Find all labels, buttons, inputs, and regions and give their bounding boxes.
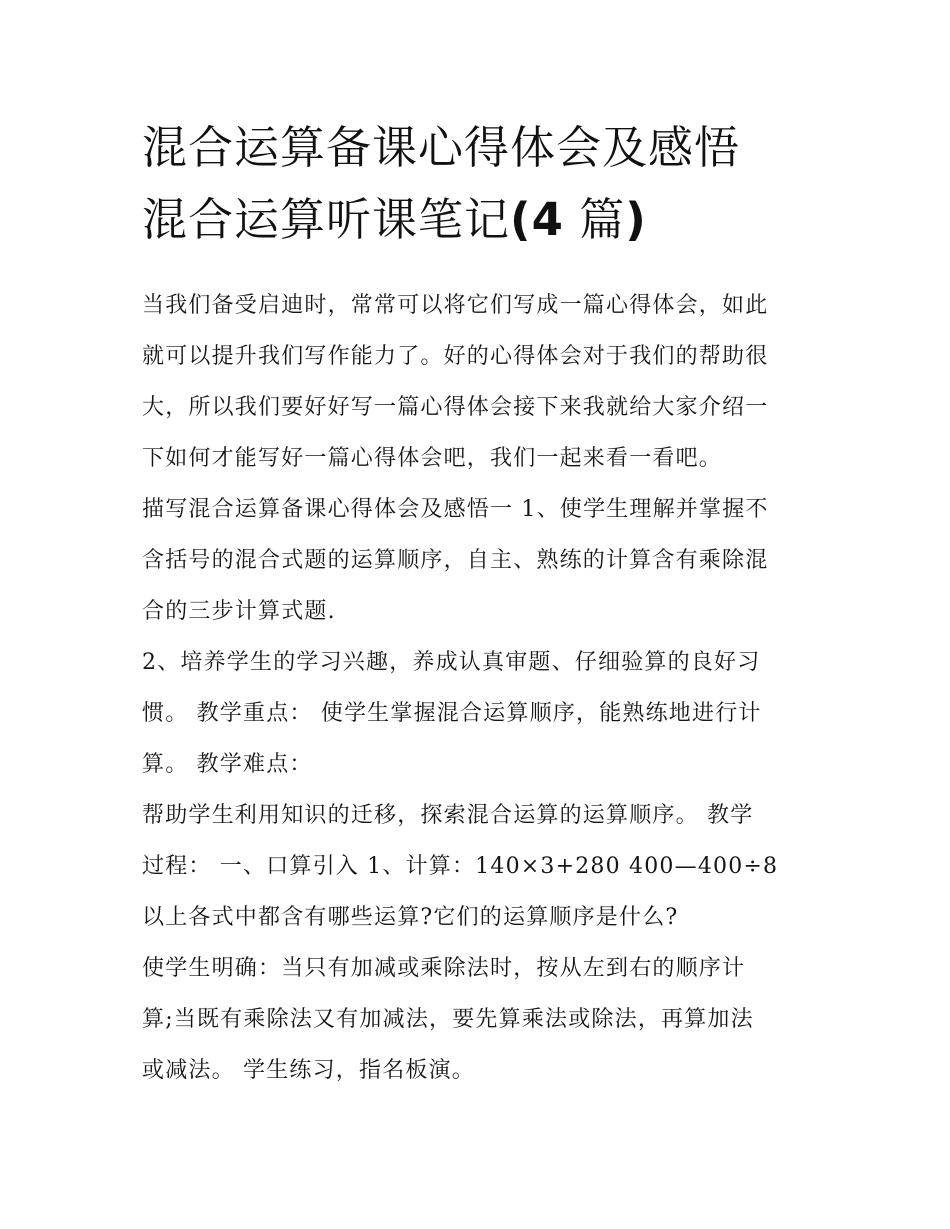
paragraph-line: 当我们备受启迪时，常常可以将它们写成一篇心得体会，如此 [142, 293, 769, 318]
paragraph-line: 下如何才能写好一篇心得体会吧，我们一起来看一看吧。 [142, 446, 723, 471]
title-line-2-text: 混合运算听课笔记 [142, 193, 511, 246]
document-title [142, 112, 822, 256]
paragraph-line: 描写混合运算备课心得体会及感悟一 1、使学生理解并掌握不 [142, 497, 769, 522]
paragraph-line: 惯。 教学重点： 使学生掌握混合运算顺序，能熟练地进行计 [142, 701, 762, 726]
paragraph-line: 合的三步计算式题. [142, 599, 336, 624]
paragraph-line: 就可以提升我们写作能力了。好的心得体会对于我们的帮助很 [142, 344, 769, 369]
document-content [142, 112, 822, 1096]
paragraph-process [142, 790, 822, 892]
title-count-close: ) [625, 193, 647, 246]
paragraph-line: 过程： 一、口算引入 1、计算：140×3+280 400—400÷8 [142, 854, 779, 879]
paragraph-objective-2 [142, 637, 822, 790]
paragraph-question [142, 892, 822, 943]
paragraph-line: 算。 教学难点： [142, 752, 313, 777]
paragraph-line: 帮助学生利用知识的迁移，探索混合运算的运算顺序。 教学 [142, 803, 754, 828]
paragraph-line: 含括号的混合式题的运算顺序，自主、熟练的计算含有乘除混 [142, 548, 769, 573]
paragraph-objective-1 [142, 484, 822, 637]
paragraph-line: 2、培养学生的学习兴趣，养成认真审题、仔细验算的良好习 [142, 650, 761, 675]
paragraph-line: 算;当既有乘除法又有加减法，要先算乘法或除法，再算加法 [142, 1007, 754, 1032]
paragraph-line: 使学生明确：当只有加减或乘除法时，按从左到右的顺序计 [142, 956, 746, 981]
paragraph-line: 大，所以我们要好好写一篇心得体会接下来我就给大家介绍一 [142, 395, 769, 420]
paragraph-line: 或减法。 学生练习，指名板演。 [142, 1058, 475, 1083]
title-line-1: 混合运算备课心得体会及感悟 [142, 121, 741, 174]
title-count-open: (4 [510, 193, 564, 246]
paragraph-line: 以上各式中都含有哪些运算?它们的运算顺序是什么? [142, 905, 679, 930]
paragraph-rule [142, 943, 822, 1096]
title-count-label: 篇 [563, 193, 626, 246]
paragraph-intro [142, 280, 822, 484]
title-line-2 [142, 184, 822, 256]
